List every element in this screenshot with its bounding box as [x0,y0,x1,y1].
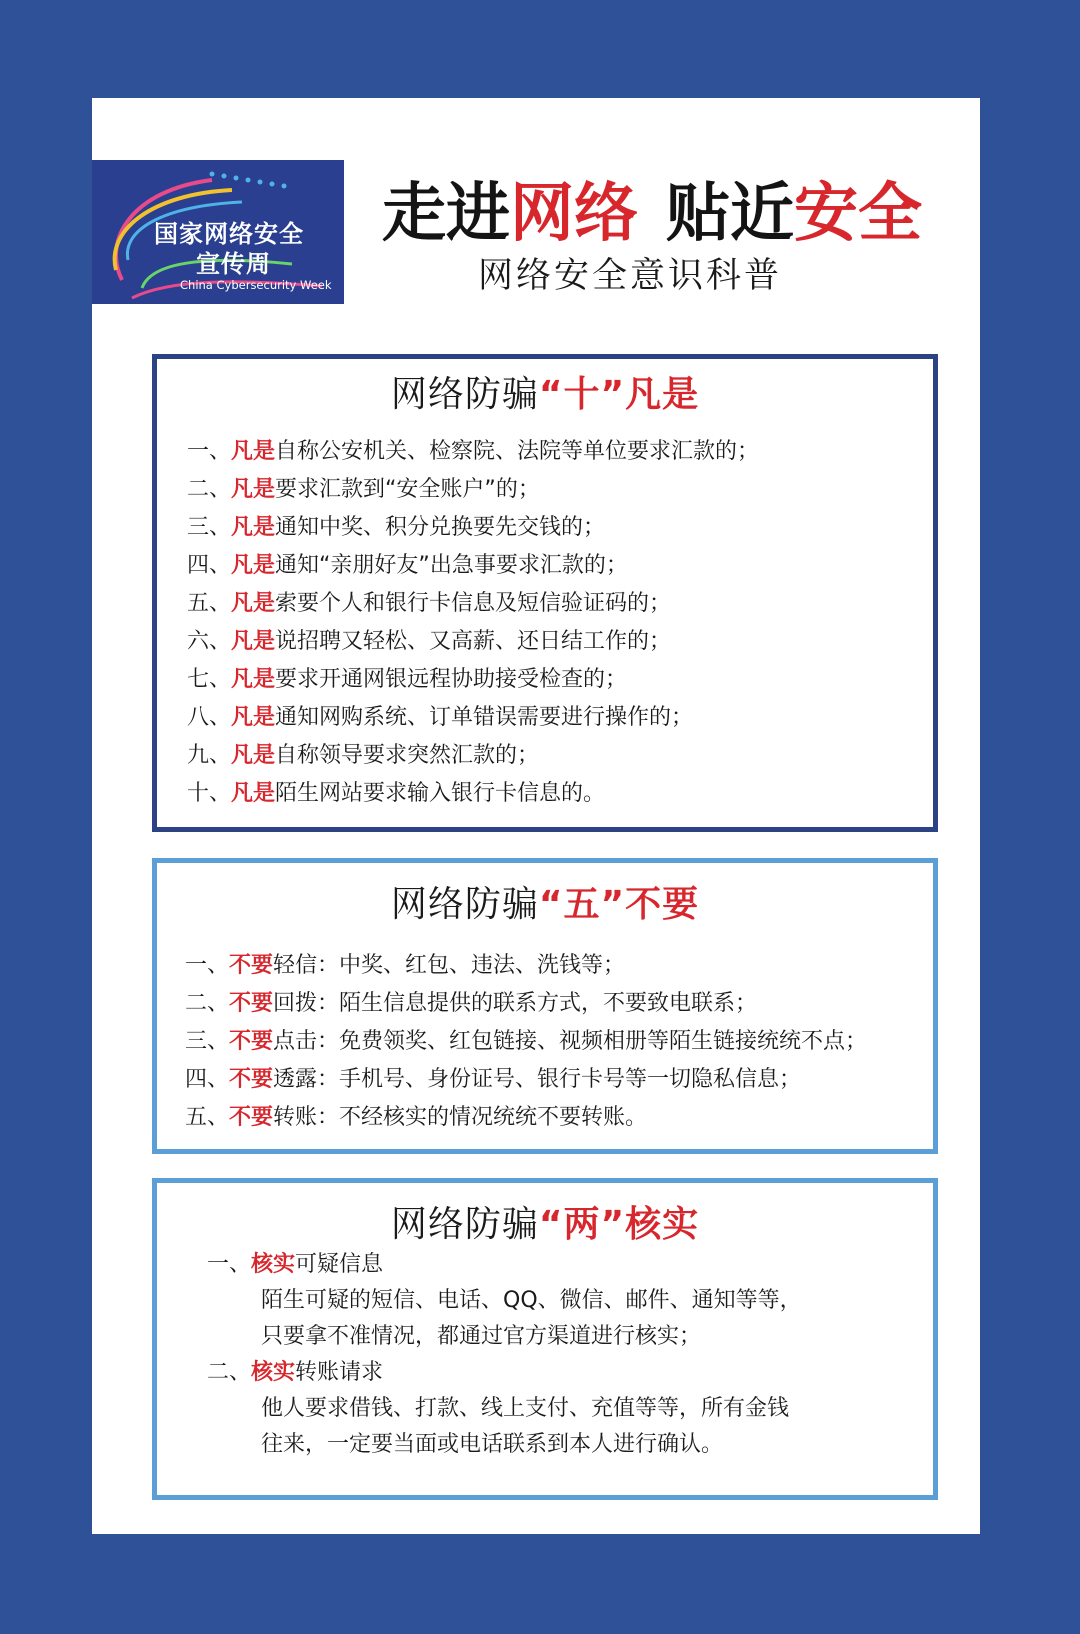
list-item: 六、凡是说招聘又轻松、又高薪、还日结工作的； [187,629,672,654]
section-title [157,1203,933,1247]
group-line: 陌生可疑的短信、电话、QQ、微信、邮件、通知等等， [261,1288,802,1313]
section-ten-fanshi [152,354,938,832]
list-item: 四、不要透露：手机号、身份证号、银行卡号等一切隐私信息； [185,1067,802,1092]
title-suffix: 凡是 [625,374,700,415]
section-title [157,883,933,927]
title-prefix: 网络防骗 [390,884,539,925]
fanshi-list [157,433,933,813]
buyao-list [157,947,933,1137]
title-mark: “五” [538,884,626,925]
list-item: 三、凡是通知中奖、积分兑换要先交钱的； [187,515,606,540]
title-mark: “两” [538,1204,626,1245]
page-subtitle: 网络安全意识科普 [478,256,783,296]
title-part-b: 贴近 [666,176,794,251]
list-item: 十、凡是陌生网站要求输入银行卡信息的。 [187,781,606,806]
section-five-buyao [152,858,938,1154]
page-title [382,178,922,250]
title-prefix: 网络防骗 [390,1204,539,1245]
group-line: 只要拿不准情况，都通过官方渠道进行核实； [261,1324,702,1349]
group-line: 往来，一定要当面或电话联系到本人进行确认。 [261,1432,724,1457]
list-item: 五、不要转账：不经核实的情况统统不要转账。 [185,1105,648,1130]
logo-line1: 国家网络安全 [154,220,304,248]
group-line: 他人要求借钱、打款、线上支付、充值等等，所有金钱 [261,1396,790,1421]
list-item: 九、凡是自称领导要求突然汇款的； [187,743,540,768]
logo-line2: 宣传周 [196,250,271,278]
title-mark: “十” [538,374,626,415]
section-title [157,373,933,417]
list-item: 八、凡是通知网购系统、订单错误需要进行操作的； [187,705,694,730]
heshi-group [157,1247,933,1355]
group-heading: 二、核实转账请求 [207,1360,384,1385]
title-suffix: 不要 [625,884,700,925]
list-item: 一、凡是自称公安机关、检察院、法院等单位要求汇款的； [187,439,760,464]
title-prefix: 网络防骗 [390,374,539,415]
title-suffix: 核实 [625,1204,700,1245]
heshi-group [157,1355,933,1463]
cybersecurity-week-logo [92,160,344,304]
list-item: 二、凡是要求汇款到“安全账户”的； [187,477,540,502]
list-item: 一、不要轻信：中奖、红包、违法、洗钱等； [185,953,626,978]
group-heading: 一、核实可疑信息 [207,1252,384,1277]
list-item: 二、不要回拨：陌生信息提供的联系方式，不要致电联系； [185,991,758,1016]
list-item: 四、凡是通知“亲朋好友”出急事要求汇款的； [187,553,628,578]
list-item: 三、不要点击：免费领奖、红包链接、视频相册等陌生链接统统不点； [185,1029,868,1054]
section-two-heshi [152,1178,938,1500]
title-part-a: 走进 [382,176,510,251]
list-item: 五、凡是索要个人和银行卡信息及短信验证码的； [187,591,672,616]
title-part-a-red: 网络 [510,176,638,251]
title-part-b-red: 安全 [794,176,922,251]
list-item: 七、凡是要求开通网银远程协助接受检查的； [187,667,628,692]
logo-english: China Cybersecurity Week [180,278,332,292]
